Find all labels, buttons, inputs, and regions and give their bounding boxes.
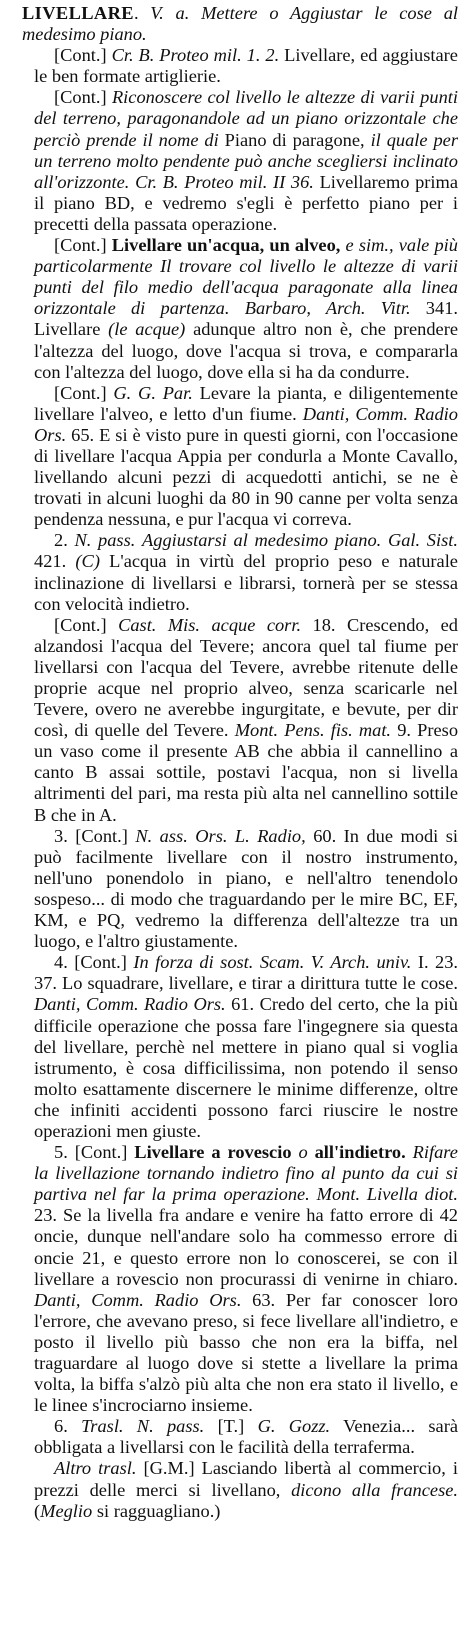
- citation-text: Lo squadrare, livellare, e tirar a dirittura tutte le cose.: [62, 973, 458, 994]
- citation-text: Lasciando libertà al commercio, i prezzi delle merci si livellano,: [34, 1458, 458, 1500]
- citation-ref: I. 23. 37.: [34, 952, 458, 994]
- citation-source: Gal. Sist.: [387, 530, 458, 551]
- sense-number: 4.: [54, 952, 68, 973]
- sense-4: [34, 952, 458, 1142]
- citation-ref: 60.: [313, 825, 337, 846]
- cont-label: [Cont.]: [54, 87, 107, 108]
- citation-text: E si è visto pure in questi giorni, con l'occasione di livellare l'acqua Appia per condurla a Monte Cavallo, livellando alcuni pezzi di acquedotti antichi, se ne è trovati in alcuni luoghi da 80 in 90 canne per volta senza pendenza nessuna, e pur l'acqua vi correva.: [34, 424, 458, 530]
- sense-number: 3.: [54, 825, 68, 846]
- sense-number: 6.: [54, 1416, 68, 1437]
- phrase-tail: e sim.,: [345, 235, 394, 256]
- citation-source: Danti, Comm. Radio Ors.: [34, 403, 458, 445]
- citation-source: [G.M.]: [143, 1458, 195, 1479]
- citation-ref: 341.: [425, 298, 458, 319]
- sense-3: [34, 826, 458, 953]
- sense-number: 2.: [54, 530, 68, 551]
- sense-alveo-citations: [34, 383, 458, 531]
- citation-ref: 1. 2.: [246, 45, 280, 66]
- citation-text: Per far conoscer loro l'errore, che avevano preso, si fece livellare all'indietro, e posto il livello più basso che non era la biffa, nel traguardare al luogo dove si stette a livellare la prima volta, la biffa s'alzò più alta che non era stato il livello, e le linee s'incrociarno insieme.: [34, 1289, 458, 1416]
- citation-source: Scam. V. Arch. univ.: [259, 952, 412, 973]
- citation-text: Crescendo, ed alzandosi l'acqua del Tevere; ancora quel tal fiume per livellarsi con l'acqua del Tevere, avrebbe ritenute delle proprie acque nel proprio alveo, senza scaricarle nel Tevere, overo ne averebbe ingurgitate, e bevute, per dir così, di quelle del Tevere.: [34, 614, 458, 741]
- phrase-2: all'indietro.: [314, 1142, 406, 1163]
- citation-source: Cr. B. Proteo mil.: [135, 171, 268, 192]
- citation-text: Livellare: [34, 319, 101, 340]
- citation-text: Levare la pianta, e diligentemente livellare l'alveo, e letto d'un fiume.: [34, 382, 458, 424]
- citation-text: Venezia... sarà obbligata a livellarsi con le facilità della terraferma.: [34, 1416, 458, 1458]
- sense-5: [34, 1142, 458, 1416]
- cont-label: [Cont.]: [74, 1142, 128, 1163]
- citation-gloss: Meglio: [40, 1500, 93, 1521]
- sense-1-sub: [34, 87, 458, 235]
- cont-label: [Cont.]: [54, 382, 107, 403]
- sense-definition: Rifare la livellazione tornando indietro fino al punto da cui si partiva nel far la prima operazione.: [34, 1142, 458, 1205]
- main-definition: Mettere o Aggiustar le cose al medesimo piano.: [22, 3, 459, 45]
- citation-gloss: dicono alla francese.: [291, 1479, 458, 1500]
- citation-text: si ragguagliano.): [96, 1500, 221, 1521]
- citation-ref: 421.: [34, 551, 67, 572]
- grammar-label: N. pass.: [74, 530, 136, 551]
- citation-speaker: (C): [75, 551, 100, 572]
- citation-ref: 23.: [34, 1205, 57, 1226]
- sub-definition-2: il quale per un terreno molto pendente può anche scegliersi inclinato all'orizzonte.: [34, 129, 458, 192]
- sense-2: [34, 530, 458, 614]
- cont-label: [Cont.]: [54, 614, 107, 635]
- sense-alveo: [34, 235, 458, 383]
- grammar-label: Trasl. N. pass.: [81, 1416, 205, 1437]
- cont-label: [T.]: [217, 1416, 245, 1437]
- citation-text: In due modi si può facilmente livellare con il nostro instrumento, nell'uno ponendolo in piano, e nell'altro tenendolo sospeso... di modo che traguardando per le mire BC, EF, KM, e PQ, vedremo la differenza dell'altezze tra un luogo, e l'altro giustamente.: [34, 825, 458, 952]
- citation-source: Ors. L. Radio,: [195, 825, 306, 846]
- citation-ref: 18.: [312, 614, 336, 635]
- citation-text: Livellare, ed aggiustare le ben formate artiglierie.: [34, 45, 458, 87]
- entry-header: LIVELLARE. V. a. Mettere o Aggiustar le cose al medesimo piano.: [22, 3, 459, 45]
- cont-label: [Cont.]: [74, 952, 127, 973]
- sense-6-alt: [34, 1458, 458, 1521]
- citation-source: G. Gozz.: [257, 1416, 331, 1437]
- sense-2-citations: [34, 615, 458, 826]
- sense-6: [34, 1416, 458, 1458]
- citation-source: Danti, Comm. Radio Ors.: [34, 994, 226, 1015]
- citation-text: L'acqua in virtù del proprio peso e naturale inclinazione di livellarsi e librarsi, tornerà per se stessa con velocità indietro.: [34, 551, 458, 614]
- citation-ref: 65.: [71, 424, 95, 445]
- citation-source: Cr. B. Proteo mil.: [111, 45, 242, 66]
- citation-text: Credo del certo, che la più difficile operazione che possa fare l'ingegnere sia questa del livellare, perchè nel mettere in piano qual si voglia istrumento, è cosa difficilissima, non potendo il senso molto esattamente discernere le minime differenze, oltre che infiniti accidenti possono farci riuscire le nostre operazioni men giuste.: [34, 994, 458, 1141]
- citation-gloss: (le acque): [108, 319, 186, 340]
- phrase: Livellare un'acqua, un alveo,: [111, 235, 341, 256]
- sense-definition: Aggiustarsi al medesimo piano.: [142, 530, 382, 551]
- citation-source: Cast. Mis. acque corr.: [118, 614, 302, 635]
- headword: LIVELLARE: [22, 3, 134, 23]
- cont-label: [Cont.]: [54, 235, 107, 256]
- sense-number: 5.: [54, 1142, 68, 1163]
- cont-label: [Cont.]: [54, 45, 107, 66]
- citation-text: Preso un vaso come il presente AB che abbia il cannellino a canto B assai sottile, postavi l'acqua, non si livella altrimenti del pari, ma resta più alta nel cannellino sottile B che in A.: [34, 720, 459, 825]
- citation-paren: (: [34, 1500, 41, 1521]
- citation-ref: 63.: [252, 1289, 276, 1310]
- sense-1-citation: [34, 45, 458, 87]
- cont-label: [Cont.]: [75, 825, 128, 846]
- citation-source: Barbaro, Arch. Vitr.: [244, 298, 411, 319]
- sub-term: Piano di paragone,: [224, 129, 365, 150]
- phrase-definition: vale più particolarmente Il trovare col livello le altezze di varii punti del filo medio dell'acqua paragonate alla linea orizzontale di partenza.: [34, 235, 458, 319]
- grammar-label: V. a.: [150, 3, 190, 23]
- citation-source: Mont. Pens. fis. mat.: [234, 720, 392, 741]
- citation-ref: 9.: [397, 720, 411, 741]
- grammar-label: In forza di sost.: [133, 952, 254, 973]
- citation-source: Danti, Comm. Radio Ors.: [34, 1289, 242, 1310]
- sub-definition: Riconoscere col livello le altezze di varii punti del terreno, paragonandole ad un piano orizzontale che perciò prende il nome di: [34, 87, 458, 150]
- citation-source: G. G. Par.: [113, 382, 193, 403]
- citation-text: adunque altro non è, che prendere l'altezza del luogo, dove l'acqua si trova, e compararla con l'altezza del luogo, dove ella si ha da condurre.: [34, 319, 458, 382]
- grammar-label: N. ass.: [135, 825, 188, 846]
- phrase: Livellare a rovescio: [134, 1142, 292, 1163]
- citation-ref: II 36.: [273, 171, 314, 192]
- alt-label: Altro trasl.: [54, 1458, 137, 1479]
- citation-source: Mont. Livella diot.: [316, 1184, 458, 1205]
- citation-ref: 61.: [231, 994, 255, 1015]
- citation-text: Se la livella fra andare e venire ha fatto errore di 42 oncie, dunque nell'andare solo ha commesso errore di oncie 21, e questo errore non lo conoscerei, se con il livellare a rovescio non procurassi di venirne in chiaro.: [34, 1205, 458, 1289]
- citation-text: Livellaremo prima il piano BD, e vedremo s'egli è perfetto piano per i precetti della passata operazione.: [34, 171, 459, 234]
- phrase-or: o: [298, 1142, 308, 1163]
